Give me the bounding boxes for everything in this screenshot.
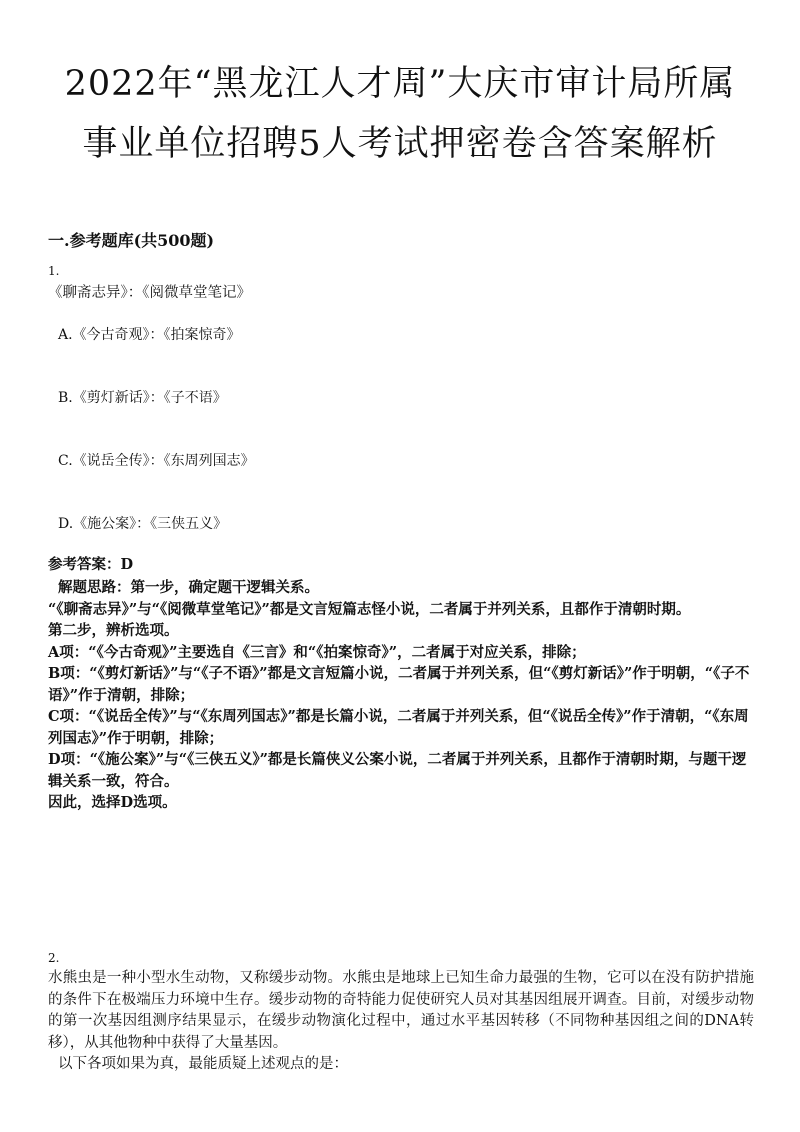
question-1-stem: 《聊斋志异》：《阅微草堂笔记》 [48, 285, 251, 301]
document-title-line-1: 2022年“黑龙江人才周”大庆市审计局所属 [64, 64, 736, 104]
analysis-line: A项：“《今古奇观》”主要选自《三言》和“《拍案惊奇》”，二者属于对应关系，排除； [48, 643, 586, 661]
analysis-line: 解题思路：第一步，确定题干逻辑关系。 [58, 579, 319, 596]
analysis-line: D项：“《施公案》”与“《三侠五义》”都是长篇侠义公案小说，二者属于并列关系，且都作于清朝时期，与题干逻辑关系一致，符合。 [48, 751, 747, 790]
section-heading: 一.参考题库(共500题) [48, 231, 215, 250]
option-b: B.《剪灯新话》：《子不语》 [58, 390, 227, 406]
analysis-line: “《聊斋志异》”与“《阅微草堂笔记》”都是文言短篇志怪小说，二者属于并列关系，且都作于清朝时期。 [48, 600, 691, 618]
analysis-line: 因此，选择D选项。 [48, 794, 177, 811]
document-title-line-2: 事业单位招聘5人考试押密卷含答案解析 [82, 124, 718, 164]
answer-analysis [48, 577, 754, 814]
analysis-line: B项：“《剪灯新话》”与“《子不语》”都是文言短篇小说，二者属于并列关系，但“《剪灯新话》”作于明朝，“《子不语》”作于清朝，排除； [48, 665, 750, 704]
option-c: C.《说岳全传》：《东周列国志》 [58, 453, 255, 469]
answer-label: 参考答案：D [48, 556, 134, 573]
question-2-paragraph: 水熊虫是一种小型水生动物，又称缓步动物。水熊虫是地球上已知生命力最强的生物，它可以在没有防护措施的条件下在极端压力环境中生存。缓步动物的奇特能力促使研究人员对其基因组展开调查。目前，对缓步动物的第一次基因组测序结果显示，在缓步动物演化过程中，通过水平基因转移（不同物种基因组之间的DNA转移），从其他物种中获得了大量基因。 [48, 970, 754, 1051]
option-d: D.《施公案》：《三侠五义》 [58, 516, 228, 532]
question-1-number: 1. [48, 264, 60, 278]
question-2-body [48, 968, 754, 1076]
question-2-number: 2. [48, 951, 60, 965]
analysis-line: 第二步，辨析选项。 [48, 622, 179, 639]
analysis-line: C项：“《说岳全传》”与“《东周列国志》”都是长篇小说，二者属于并列关系，但“《说岳全传》”作于清朝，“《东周列国志》”作于明朝，排除； [48, 708, 749, 747]
option-a: A.《今古奇观》：《拍案惊奇》 [58, 327, 241, 343]
question-2-prompt: 以下各项如果为真，最能质疑上述观点的是： [58, 1056, 348, 1072]
